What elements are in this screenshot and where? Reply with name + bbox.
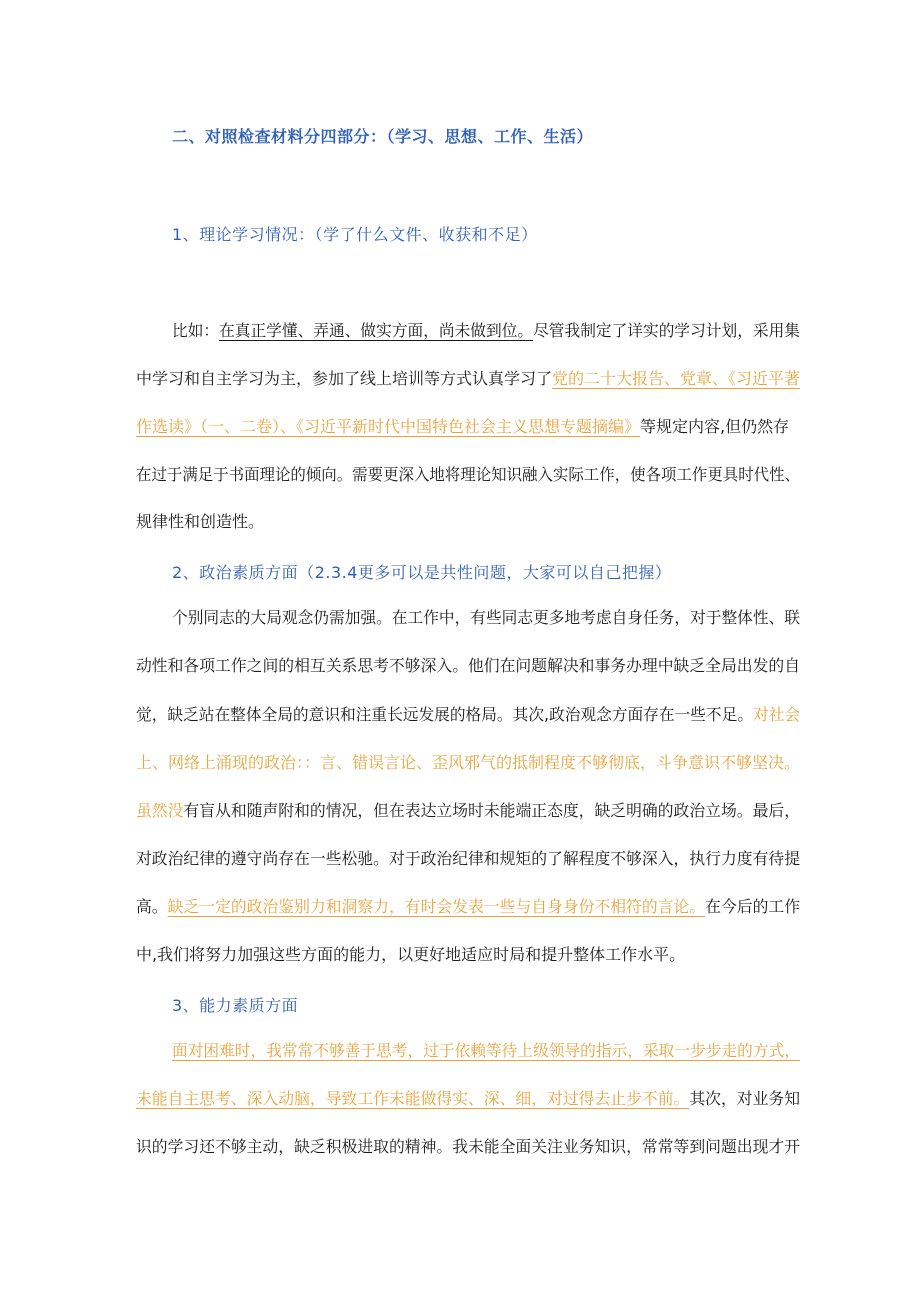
paragraph-line: 规律性和创造性。 — [136, 512, 265, 531]
paragraph-line — [136, 897, 800, 917]
paragraph-line: 动性和各项工作之间的相互关系思考不够深入。他们在问题解决和事务办理中缺乏全局出发的自 — [136, 656, 801, 675]
highlighted-document-list: 党的二十大报告、党章、《习近平著 — [552, 369, 801, 388]
highlighted-text: 缺乏一定的政治鉴别力和洞察力，有时会发表一些与自身身份不相符的言论。 — [167, 897, 706, 916]
highlighted-text: 上、网络上涌现的政治：：言、错误言论、歪风邪气的抵制程度不够彻底，斗争意识不够坚决。 — [136, 753, 801, 772]
highlighted-text: 虽然没 — [136, 801, 184, 820]
paragraph-line — [136, 1089, 800, 1109]
text-span: 等规定内容,但仍然存 — [640, 417, 790, 436]
paragraph-line — [172, 1041, 800, 1061]
text-span: 其次，对业务知 — [689, 1089, 801, 1108]
text-span: 高。 — [136, 897, 168, 916]
highlighted-text: 对社会 — [753, 705, 801, 724]
paragraph-line — [136, 705, 800, 725]
paragraph-line — [136, 369, 800, 389]
paragraph-line: 识的学习还不够主动，缺乏积极进取的精神。我未能全面关注业务知识，常常等到问题出现才开 — [136, 1137, 801, 1156]
text-span: 中学习和自主学习为主，参加了线上培训等方式认真学习了 — [136, 369, 553, 388]
section-heading-theory-study: 1、理论学习情况：（学了什么文件、收获和不足） — [172, 225, 538, 244]
text-span: 觉，缺乏站在整体全局的意识和注重长远发展的格局。其次,政治观念方面存在一些不足。 — [136, 705, 754, 724]
example-prefix: 比如： — [172, 321, 220, 340]
highlighted-text: 面对困难时，我常常不够善于思考，过于依赖等待上级领导的指示，采取一步步走的方式， — [172, 1041, 800, 1060]
paragraph-line: 中,我们将努力加强这些方面的能力，以更好地适应时局和提升整体工作水平。 — [136, 945, 686, 964]
paragraph-line — [136, 753, 800, 773]
paragraph-line — [136, 417, 789, 437]
paragraph-line: 对政治纪律的遵守尚存在一些松驰。对于政治纪律和规矩的了解程度不够深入，执行力度有待提 — [136, 849, 801, 868]
text-span: 在今后的工作 — [705, 897, 801, 916]
section-heading-ability-quality: 3、能力素质方面 — [172, 996, 299, 1015]
highlighted-text: 未能自主思考、深入动脑，导致工作未能做得实、深、细，对过得去止步不前。 — [136, 1089, 690, 1108]
highlighted-document-list: 作选读》（一、二卷）、《习近平新时代中国特色社会主义思想专题摘编》 — [136, 417, 641, 436]
text-span: 有盲从和随声附和的情况，但在表达立场时未能端正态度，缺乏明确的政治立场。最后， — [183, 801, 801, 820]
underlined-phrase: 在真正学懂、弄通、做实方面，尚未做到位。 — [219, 321, 534, 340]
text-span: 尽管我制定了详实的学习计划，采用集 — [533, 321, 801, 340]
document-title: 二、对照检查材料分四部分：（学习、思想、工作、生活） — [172, 127, 594, 146]
paragraph-line — [172, 321, 800, 341]
paragraph-line — [136, 801, 800, 821]
paragraph-line: 个别同志的大局观念仍需加强。在工作中，有些同志更多地考虑自身任务，对于整体性、联 — [172, 608, 800, 627]
section-heading-political-quality: 2、政治素质方面（2.3.4更多可以是共性问题，大家可以自己把握） — [172, 563, 672, 582]
paragraph-line: 在过于满足于书面理论的倾向。需要更深入地将理论知识融入实际工作，使各项工作更具时代性、 — [136, 465, 801, 484]
